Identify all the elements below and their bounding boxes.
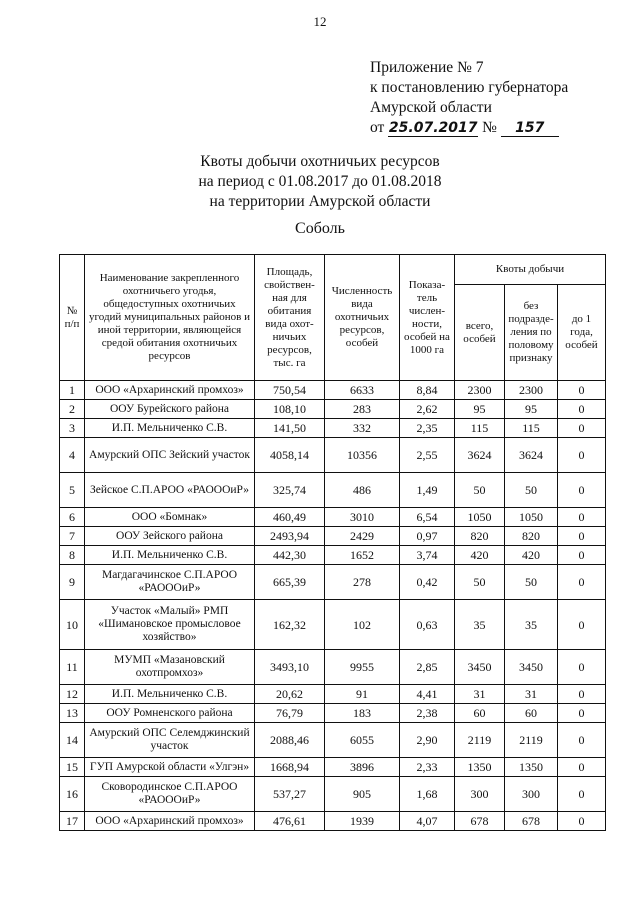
cell-area: 20,62 [255, 685, 325, 704]
cell-num: 4 [60, 438, 85, 473]
cell-index: 2,62 [400, 400, 455, 419]
cell-num: 10 [60, 600, 85, 650]
cell-population: 905 [325, 777, 400, 812]
cell-under-one: 0 [558, 650, 606, 685]
cell-index: 2,35 [400, 419, 455, 438]
cell-under-one: 0 [558, 685, 606, 704]
cell-area: 4058,14 [255, 438, 325, 473]
cell-under-one: 0 [558, 381, 606, 400]
cell-total: 31 [455, 685, 505, 704]
header-total: всего, особей [455, 285, 505, 381]
number-label: № [482, 119, 497, 136]
header-quotas: Квоты добычи [455, 255, 606, 285]
cell-total: 115 [455, 419, 505, 438]
cell-population: 3896 [325, 758, 400, 777]
cell-no-sex: 35 [505, 600, 558, 650]
cell-under-one: 0 [558, 777, 606, 812]
cell-area: 442,30 [255, 546, 325, 565]
cell-name: ООО «Бомнак» [85, 508, 255, 527]
cell-index: 2,38 [400, 704, 455, 723]
header-name: Наименование закрепленного охотничьего угодья, общедоступных охотничьих угодий муниципальных районов и иной территории, являющейся средой обитания охотничьих ресурсов [85, 255, 255, 381]
cell-under-one: 0 [558, 473, 606, 508]
cell-num: 5 [60, 473, 85, 508]
cell-name: Сковородинское С.П.АРОО «РАОООиР» [85, 777, 255, 812]
table-row [60, 381, 606, 400]
cell-no-sex: 2300 [505, 381, 558, 400]
appendix-title: Приложение № 7 [370, 59, 484, 76]
cell-num: 15 [60, 758, 85, 777]
cell-num: 8 [60, 546, 85, 565]
cell-area: 325,74 [255, 473, 325, 508]
cell-under-one: 0 [558, 527, 606, 546]
cell-under-one: 0 [558, 419, 606, 438]
table-row [60, 723, 606, 758]
cell-name: Амурский ОПС Зейский участок [85, 438, 255, 473]
cell-index: 2,33 [400, 758, 455, 777]
cell-num: 7 [60, 527, 85, 546]
header-no-sex: без подразде-ления по половому признаку [505, 285, 558, 381]
quota-table [59, 254, 606, 831]
cell-num: 11 [60, 650, 85, 685]
table-row [60, 565, 606, 600]
appendix-region: Амурской области [370, 99, 492, 116]
cell-no-sex: 95 [505, 400, 558, 419]
cell-total: 820 [455, 527, 505, 546]
cell-no-sex: 115 [505, 419, 558, 438]
table-row [60, 685, 606, 704]
cell-no-sex: 50 [505, 473, 558, 508]
cell-under-one: 0 [558, 438, 606, 473]
header-area: Площадь, свойствен-ная для обитания вида охот-ничьих ресурсов, тыс. га [255, 255, 325, 381]
appendix-decree: к постановлению губернатора [370, 79, 569, 96]
cell-area: 2088,46 [255, 723, 325, 758]
cell-num: 13 [60, 704, 85, 723]
cell-population: 91 [325, 685, 400, 704]
cell-area: 537,27 [255, 777, 325, 812]
cell-population: 102 [325, 600, 400, 650]
cell-no-sex: 50 [505, 565, 558, 600]
cell-area: 750,54 [255, 381, 325, 400]
cell-index: 0,63 [400, 600, 455, 650]
cell-no-sex: 60 [505, 704, 558, 723]
cell-population: 6055 [325, 723, 400, 758]
cell-total: 678 [455, 812, 505, 831]
cell-name: И.П. Мельниченко С.В. [85, 546, 255, 565]
cell-name: И.П. Мельниченко С.В. [85, 685, 255, 704]
cell-name: Участок «Малый» РМП «Шимановское промысловое хозяйство» [85, 600, 255, 650]
cell-area: 162,32 [255, 600, 325, 650]
cell-population: 486 [325, 473, 400, 508]
cell-total: 3624 [455, 438, 505, 473]
cell-no-sex: 31 [505, 685, 558, 704]
decree-number: 157 [501, 120, 559, 137]
cell-under-one: 0 [558, 400, 606, 419]
cell-area: 76,79 [255, 704, 325, 723]
page-number: 12 [313, 14, 327, 29]
cell-total: 60 [455, 704, 505, 723]
table-row [60, 473, 606, 508]
cell-num: 12 [60, 685, 85, 704]
cell-no-sex: 678 [505, 812, 558, 831]
table-row [60, 758, 606, 777]
cell-under-one: 0 [558, 508, 606, 527]
title-line-1: Квоты добычи охотничьих ресурсов [200, 153, 440, 170]
cell-total: 420 [455, 546, 505, 565]
cell-num: 1 [60, 381, 85, 400]
cell-population: 6633 [325, 381, 400, 400]
cell-total: 300 [455, 777, 505, 812]
cell-area: 665,39 [255, 565, 325, 600]
table-row [60, 777, 606, 812]
cell-population: 10356 [325, 438, 400, 473]
cell-under-one: 0 [558, 812, 606, 831]
cell-total: 2300 [455, 381, 505, 400]
document-title [0, 152, 640, 212]
cell-num: 6 [60, 508, 85, 527]
cell-no-sex: 1350 [505, 758, 558, 777]
cell-no-sex: 820 [505, 527, 558, 546]
header-under-one: до 1 года, особей [558, 285, 606, 381]
cell-area: 1668,94 [255, 758, 325, 777]
cell-total: 2119 [455, 723, 505, 758]
cell-under-one: 0 [558, 565, 606, 600]
cell-num: 3 [60, 419, 85, 438]
cell-total: 1050 [455, 508, 505, 527]
cell-index: 2,90 [400, 723, 455, 758]
cell-num: 9 [60, 565, 85, 600]
cell-no-sex: 300 [505, 777, 558, 812]
cell-index: 1,68 [400, 777, 455, 812]
cell-name: МУМП «Мазановский охотпромхоз» [85, 650, 255, 685]
cell-total: 50 [455, 473, 505, 508]
cell-area: 460,49 [255, 508, 325, 527]
cell-name: ООУ Ромненского района [85, 704, 255, 723]
cell-area: 3493,10 [255, 650, 325, 685]
from-label: от [370, 119, 385, 136]
cell-no-sex: 3624 [505, 438, 558, 473]
cell-area: 476,61 [255, 812, 325, 831]
cell-no-sex: 1050 [505, 508, 558, 527]
cell-name: Амурский ОПС Селемджинский участок [85, 723, 255, 758]
header-population: Численность вида охотничьих ресурсов, особей [325, 255, 400, 381]
cell-index: 2,55 [400, 438, 455, 473]
cell-index: 6,54 [400, 508, 455, 527]
cell-index: 4,41 [400, 685, 455, 704]
cell-population: 278 [325, 565, 400, 600]
cell-index: 3,74 [400, 546, 455, 565]
table-row [60, 419, 606, 438]
cell-index: 1,49 [400, 473, 455, 508]
title-line-2: на период с 01.08.2017 до 01.08.2018 [198, 173, 442, 190]
cell-index: 4,07 [400, 812, 455, 831]
cell-total: 50 [455, 565, 505, 600]
cell-num: 2 [60, 400, 85, 419]
table-row [60, 704, 606, 723]
cell-total: 1350 [455, 758, 505, 777]
cell-name: ООУ Зейского района [85, 527, 255, 546]
cell-no-sex: 2119 [505, 723, 558, 758]
cell-name: Магдагачинское С.П.АРОО «РАОООиР» [85, 565, 255, 600]
appendix-date-line [370, 118, 568, 138]
cell-under-one: 0 [558, 723, 606, 758]
cell-area: 2493,94 [255, 527, 325, 546]
title-line-3: на территории Амурской области [209, 193, 431, 210]
table-row [60, 438, 606, 473]
cell-population: 332 [325, 419, 400, 438]
cell-population: 183 [325, 704, 400, 723]
cell-under-one: 0 [558, 546, 606, 565]
cell-population: 2429 [325, 527, 400, 546]
decree-date: 25.07.2017 [388, 120, 478, 136]
cell-name: Зейское С.П.АРОО «РАОООиР» [85, 473, 255, 508]
cell-area: 108,10 [255, 400, 325, 419]
appendix-block [370, 58, 568, 138]
header-index: Показа-тель числен-ности, особей на 1000 га [400, 255, 455, 381]
cell-name: И.П. Мельниченко С.В. [85, 419, 255, 438]
cell-name: ООО «Архаринский промхоз» [85, 381, 255, 400]
cell-total: 95 [455, 400, 505, 419]
table-row [60, 650, 606, 685]
cell-population: 283 [325, 400, 400, 419]
species-heading: Соболь [295, 220, 345, 237]
cell-index: 0,42 [400, 565, 455, 600]
cell-no-sex: 3450 [505, 650, 558, 685]
cell-index: 8,84 [400, 381, 455, 400]
cell-num: 16 [60, 777, 85, 812]
cell-num: 14 [60, 723, 85, 758]
header-num: № п/п [60, 255, 85, 381]
cell-population: 1652 [325, 546, 400, 565]
table-row [60, 400, 606, 419]
cell-under-one: 0 [558, 704, 606, 723]
cell-population: 1939 [325, 812, 400, 831]
cell-population: 3010 [325, 508, 400, 527]
cell-total: 35 [455, 600, 505, 650]
table-row [60, 546, 606, 565]
table-row [60, 600, 606, 650]
cell-name: ООО «Архаринский промхоз» [85, 812, 255, 831]
table-row [60, 527, 606, 546]
cell-name: ООУ Бурейского района [85, 400, 255, 419]
cell-index: 0,97 [400, 527, 455, 546]
cell-total: 3450 [455, 650, 505, 685]
cell-population: 9955 [325, 650, 400, 685]
cell-under-one: 0 [558, 758, 606, 777]
cell-no-sex: 420 [505, 546, 558, 565]
cell-name: ГУП Амурской области «Улгэн» [85, 758, 255, 777]
table-row [60, 812, 606, 831]
cell-under-one: 0 [558, 600, 606, 650]
cell-index: 2,85 [400, 650, 455, 685]
cell-area: 141,50 [255, 419, 325, 438]
cell-num: 17 [60, 812, 85, 831]
table-row [60, 508, 606, 527]
